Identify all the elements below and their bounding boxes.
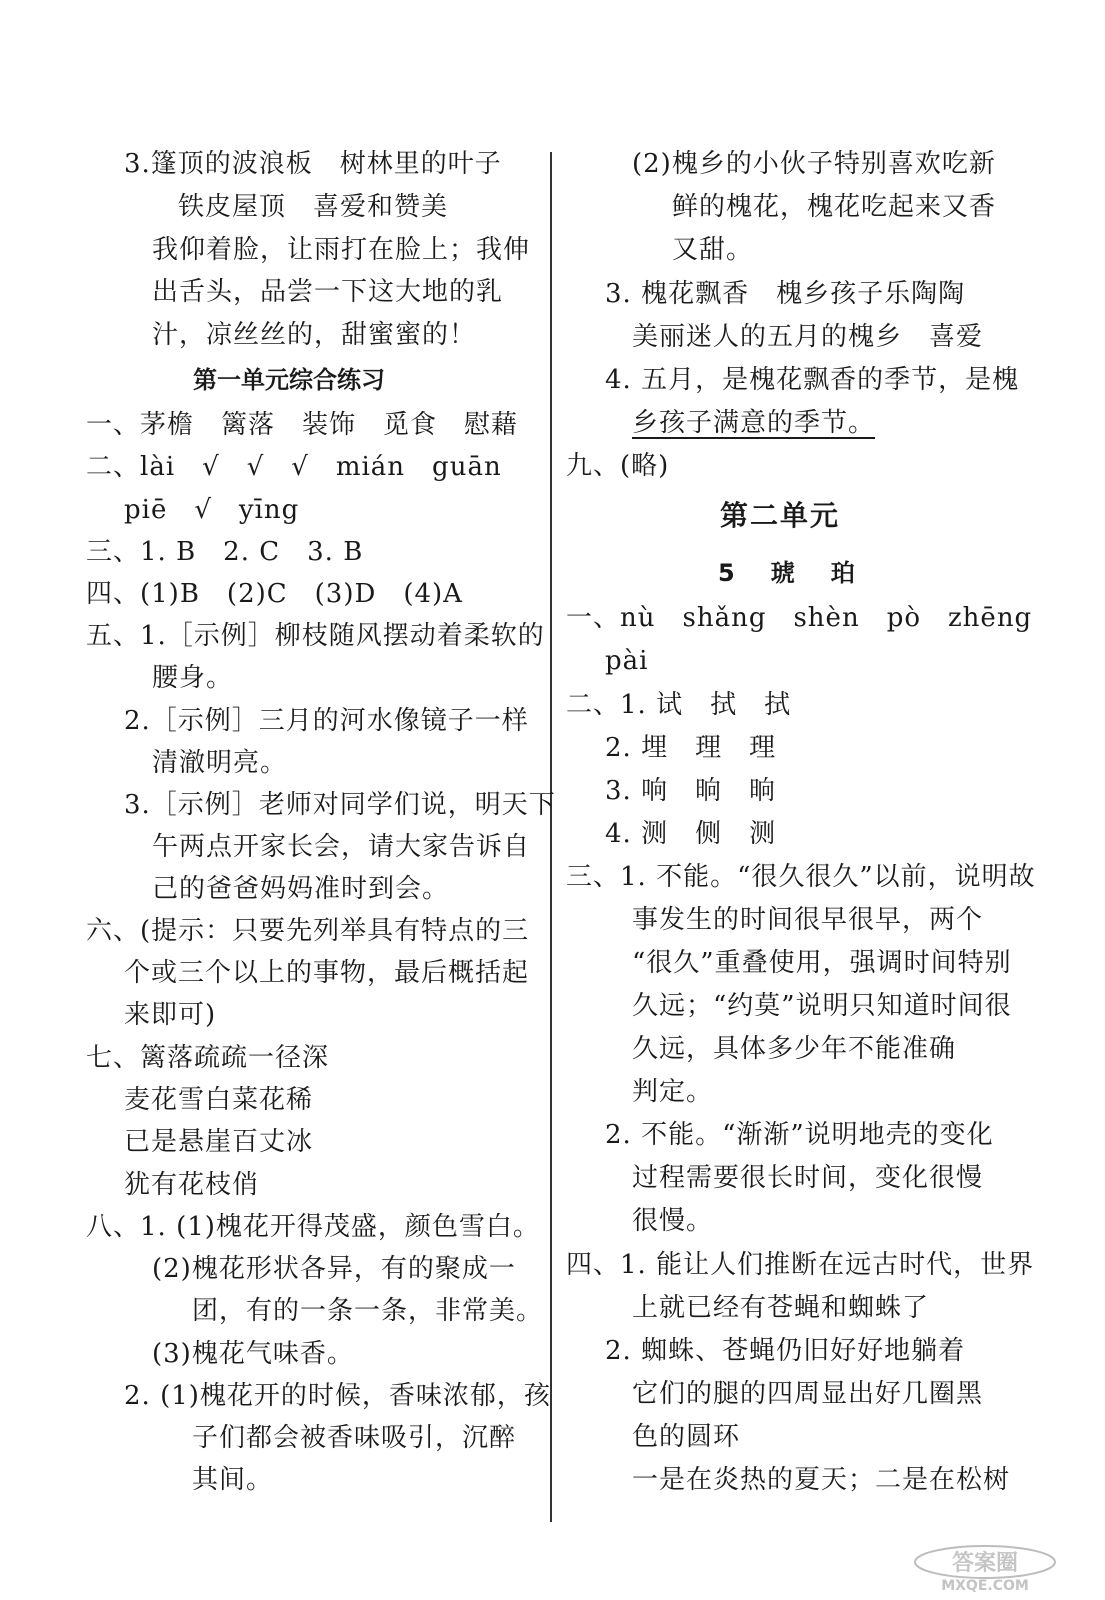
answer-line: 七、篱落疏疏一径深 (86, 1043, 330, 1073)
answer-line: 个或三个以上的事物，最后概括起 (124, 958, 530, 988)
answer-line: 鲜的槐花，槐花吃起来又香 (672, 192, 997, 222)
answer-line: pài (605, 646, 649, 676)
lesson-heading: 5 琥 珀 (718, 559, 861, 587)
answer-line: 又甜。 (672, 235, 754, 265)
answer-line: 3. 响 晌 晌 (605, 776, 777, 806)
answer-line: 二、1. 试 拭 拭 (566, 690, 792, 720)
answer-line: 三、1. B 2. C 3. B (86, 537, 364, 567)
watermark-logo (880, 1540, 1090, 1592)
answer-line: 2. (1)槐花开的时候，香味浓郁，孩 (124, 1381, 551, 1411)
answer-line: 五、1.［示例］柳枝随风摆动着柔软的 (86, 621, 545, 651)
answer-line: 铁皮屋顶 喜爱和赞美 (178, 192, 449, 222)
answer-line: 其间。 (192, 1465, 274, 1495)
answer-line: 子们都会被香味吸引，沉醉 (192, 1423, 517, 1453)
answer-line: 己的爸爸妈妈准时到会。 (152, 874, 450, 904)
section-heading: 第一单元综合练习 (193, 366, 385, 394)
answer-line: 4. 五月，是槐花飘香的季节，是槐 (605, 365, 1020, 395)
answer-line: 2. 不能。“渐渐”说明地壳的变化 (605, 1120, 994, 1150)
answer-line: 六、(提示：只要先列举具有特点的三 (86, 916, 530, 946)
answer-line: 午两点开家长会，请大家告诉自 (152, 832, 531, 862)
answer-line: (3)槐花气味香。 (152, 1339, 354, 1369)
answer-line: 美丽迷人的五月的槐乡 喜爱 (632, 322, 984, 352)
answer-line: 4. 测 侧 测 (605, 819, 777, 849)
answer-line: 判定。 (632, 1077, 714, 1107)
answer-line: 上就已经有苍蝇和蜘蛛了 (632, 1293, 930, 1323)
answer-line: 2.［示例］三月的河水像镜子一样 (124, 706, 529, 736)
answer-line: 四、(1)B (2)C (3)D (4)A (86, 579, 463, 609)
answer-line: “很久”重叠使用，强调时间特别 (632, 948, 1012, 978)
answer-line: (2)槐花形状各异，有的聚成一 (152, 1254, 516, 1284)
answer-line: 出舌头，品尝一下这大地的乳 (152, 277, 504, 307)
answer-line: 事发生的时间很早很早，两个 (632, 905, 984, 935)
answer-line: 过程需要很长时间，变化很慢 (632, 1163, 984, 1193)
answer-line: 久远；“约莫”说明只知道时间很 (632, 991, 1012, 1021)
answer-line: 一、茅檐 篱落 装饰 觅食 慰藉 (86, 410, 519, 440)
column-divider (550, 152, 552, 1522)
watermark-logo-icon (880, 1540, 1090, 1592)
answer-line: 四、1. 能让人们推断在远古时代，世界 (566, 1250, 1035, 1280)
answer-line: (2)槐乡的小伙子特别喜欢吃新 (632, 149, 996, 179)
answer-line: 麦花雪白菜花稀 (124, 1085, 314, 1115)
answer-line: 团，有的一条一条，非常美。 (192, 1296, 544, 1326)
answer-line: 久远，具体多少年不能准确 (632, 1034, 957, 1064)
answer-line: 2. 蜘蛛、苍蝇仍旧好好地躺着 (605, 1336, 966, 1366)
answer-line: 3. 槐花飘香 槐乡孩子乐陶陶 (605, 279, 966, 309)
svg-text:MXQE.COM: MXQE.COM (941, 1578, 1029, 1592)
answer-line: 3.篷顶的波浪板 树林里的叶子 (124, 149, 502, 179)
answer-line: 我仰着脸，让雨打在脸上；我伸 (152, 235, 531, 265)
unit-heading: 第二单元 (720, 499, 841, 532)
answer-line: 清澈明亮。 (152, 748, 288, 778)
answer-line: 已是悬崖百丈冰 (124, 1127, 314, 1157)
svg-text:答案圈: 答案圈 (951, 1551, 1019, 1576)
answer-line: 三、1. 不能。“很久很久”以前，说明故 (566, 862, 1036, 892)
answer-line: 八、1. (1)槐花开得茂盛，颜色雪白。 (86, 1212, 540, 1242)
answer-line: 来即可) (124, 1000, 217, 1030)
answer-line: 乡孩子满意的季节。 (632, 408, 876, 438)
answer-line: 犹有花枝俏 (124, 1170, 260, 1200)
answer-line: 2. 埋 理 理 (605, 733, 777, 763)
answer-line: 它们的腿的四周显出好几圈黑 (632, 1379, 984, 1409)
answer-line: 九、(略) (566, 451, 670, 481)
answer-line: 汁，凉丝丝的，甜蜜蜜的！ (152, 320, 477, 350)
answer-line: 一是在炎热的夏天；二是在松树 (632, 1465, 1011, 1495)
answer-line: 二、lài √ √ √ mián guān (86, 452, 502, 482)
answer-line: 3.［示例］老师对同学们说，明天下 (124, 790, 556, 820)
answer-line: 很慢。 (632, 1206, 714, 1236)
answer-line: 一、nù shǎng shèn pò zhēng (566, 603, 1033, 633)
answer-line: 腰身。 (152, 663, 234, 693)
answer-line: 色的圆环 (632, 1422, 741, 1452)
answer-line: piē √ yīng (124, 495, 300, 525)
